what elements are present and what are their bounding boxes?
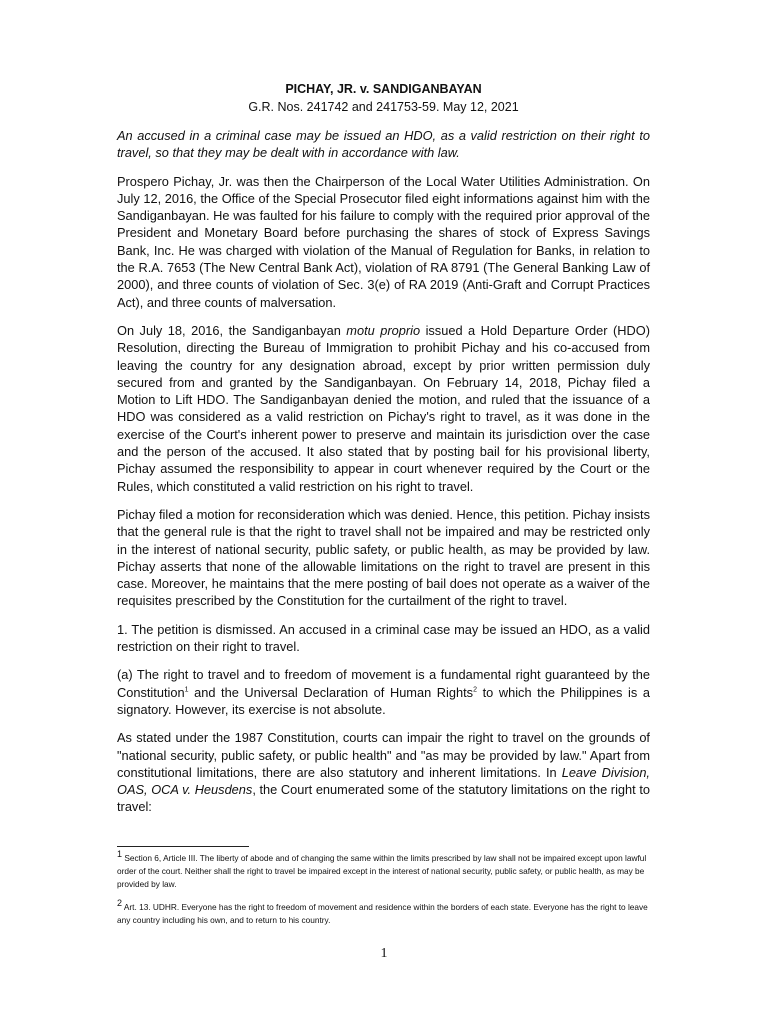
case-title: PICHAY, JR. v. SANDIGANBAYAN xyxy=(285,82,482,96)
ruling-a-text-3: to which the Philippines is a signatory. However, its exercise is not absolute. xyxy=(117,684,650,717)
footnote-2 xyxy=(117,898,650,927)
ruling-paragraph-1: 1. The petition is dismissed. An accused in a criminal case may be issued an HDO, as a valid restriction on their right to travel. xyxy=(117,621,650,655)
motu-proprio-term: motu proprio xyxy=(346,322,421,338)
page-number: 1 xyxy=(380,946,388,961)
facts-paragraph-1: Prospero Pichay, Jr. was then the Chairperson of the Local Water Utilities Administration. On July 12, 2016, the Office of the Special Prosecutor filed eight informations against him with the Sandiganbayan. He was faulted for his failure to comply with the required prior approval of the President and Monetary Board before purchasing the shares of stock of Express Savings Bank, Inc. He was charged with violation of the Manual of Regulation for Banks, in relation to the R.A. 7653 (The New Central Bank Act), violation of RA 8791 (The General Banking Law of 2000), and three counts of violation of Sec. 3(e) of RA 2019 (Anti-Graft and Corrupt Practices Act), and three counts of malversation. xyxy=(117,173,650,310)
doctrine-statement: An accused in a criminal case may be issued an HDO, as a valid restriction on their right to travel, so that they may be dealt with in accordance with law. xyxy=(117,128,650,161)
ruling-a-text-2: and the Universal Declaration of Human Rights xyxy=(188,684,474,700)
case-reference: Leave Division, OAS, OCA v. Heusdens xyxy=(117,764,650,798)
ruling-a-text-1: (a) The right to travel and to freedom of movement is a fundamental right guaranteed by the Constitution xyxy=(117,667,650,700)
ruling-paragraph-a xyxy=(117,666,650,718)
case-citation: G.R. Nos. 241742 and 241753-59. May 12, 2021 xyxy=(248,100,519,114)
ruling-paragraph-b xyxy=(117,729,650,815)
facts-paragraph-3: Pichay filed a motion for reconsideration which was denied. Hence, this petition. Pichay insists that the general rule is that the right to travel shall not be impaired and may be restricted only in the interest of national security, public safety, or public health, as may be provided by law. Pichay asserts that none of the allowable limitations on the right to travel are present in this case. Moreover, he maintains that the mere posting of bail does not operate as a waiver of the requisites prescribed by the Constitution for the curtailment of the right to travel. xyxy=(117,506,650,609)
footnote-1 xyxy=(117,849,650,891)
ruling-b-text-1: As stated under the 1987 Constitution, courts can impair the right to travel on the grounds of "national security, public safety, or public health" and "as may be provided by law." Apart from constitutional limitations, there are also statutory and inherent limitations. In xyxy=(117,730,650,780)
footnote-text: Art. 13. UDHR. Everyone has the right to freedom of movement and residence within the borders of each state. Everyone has the right to leave any country including his own, and to return to his country. xyxy=(117,902,648,925)
footnote-number: 2 xyxy=(117,898,123,909)
ruling-b-text-2: , the Court enumerated some of the statutory limitations on the right to travel: xyxy=(117,782,650,815)
footnote-ref-2: 2 xyxy=(473,686,477,694)
facts-p2-text-b: issued a Hold Departure Order (HDO) Resolution, directing the Bureau of Immigration to prohibit Pichay and his co-accused from leaving the country for any designation abroad, except by prior written permission duly secured from and granted by the Sandiganbayan. On February 14, 2018, Pichay filed a Motion to Lift HDO. The Sandiganbayan denied the motion, and ruled that the issuance of a HDO was considered as a valid restriction on Pichay's right to travel, as it was done in the exercise of the Court's inherent power to preserve and maintain its jurisdiction over the case and the person of the accused. It also stated that by posting bail for his provisional liberty, Pichay assumed the responsibility to appear in court whenever required by the Court or the Rules, which constituted a valid restriction on his right to travel. xyxy=(117,322,650,494)
facts-p2-text-a: On July 18, 2016, the Sandiganbayan xyxy=(117,322,347,338)
footnote-divider xyxy=(117,846,249,847)
facts-paragraph-2 xyxy=(117,322,650,495)
footnote-number: 1 xyxy=(117,849,123,860)
footnote-text: Section 6, Article III. The liberty of abode and of changing the same within the limits prescribed by law shall not be impaired except upon lawful order of the court. Neither shall the right to travel be impaired except in the interest of national security, public safety, or public health, as may be provided by law. xyxy=(117,853,647,889)
footnotes xyxy=(117,849,650,937)
footnote-ref-1: 1 xyxy=(184,686,189,694)
